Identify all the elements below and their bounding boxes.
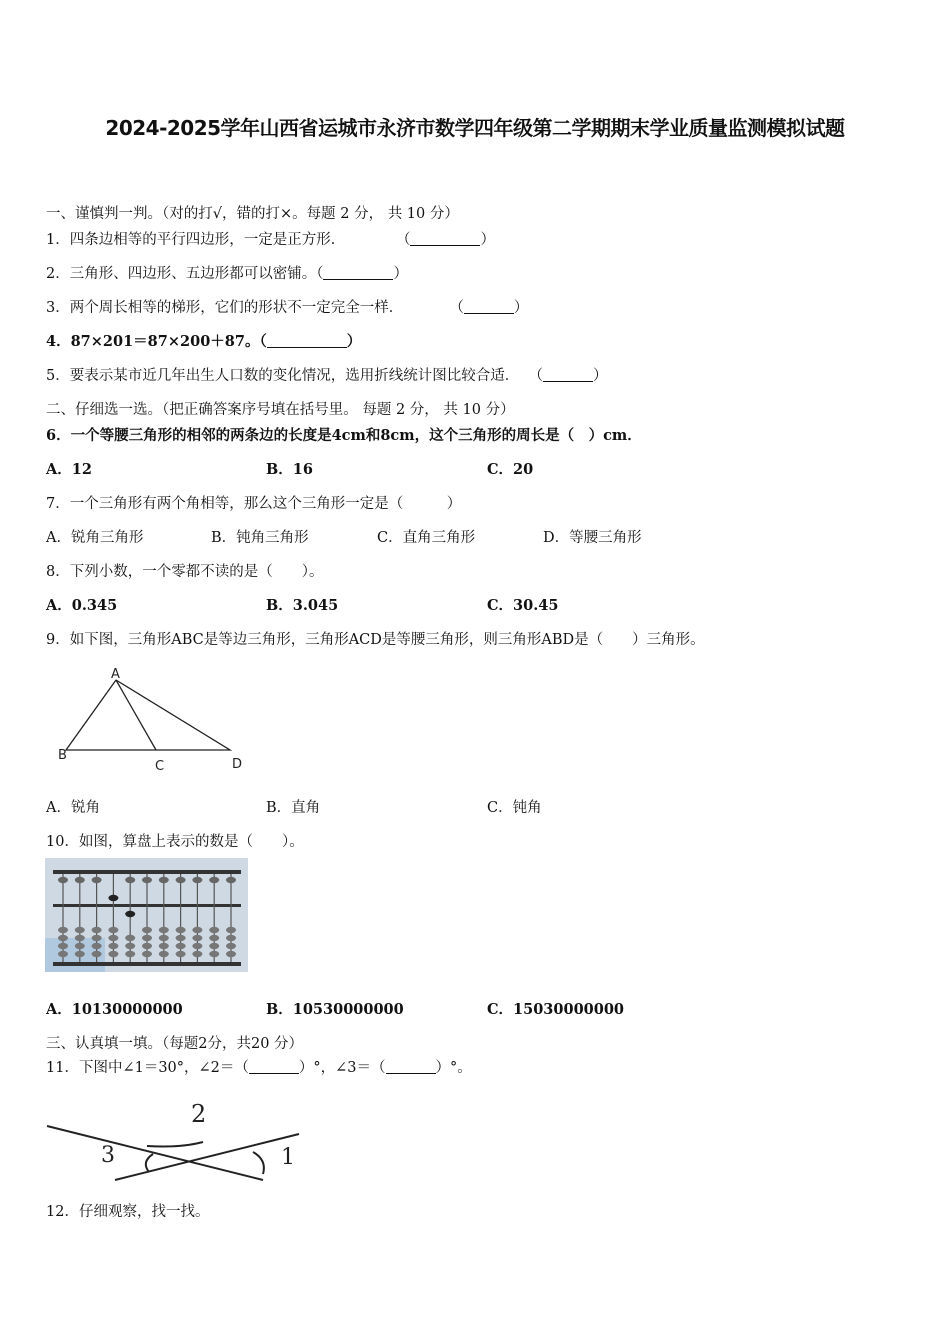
- abacus-lower-bead: [75, 935, 85, 941]
- abacus-lower-bead: [75, 943, 85, 949]
- answer-close-paren: ）: [592, 368, 608, 384]
- abacus-lower-bead: [125, 943, 135, 949]
- abacus-lower-bead: [75, 927, 85, 933]
- question-2: [46, 262, 408, 283]
- abacus-upper-bead: [125, 877, 135, 883]
- answer-blank-angle-3[interactable]: [386, 1059, 436, 1074]
- q7-option-c[interactable]: C．直角三角形: [377, 530, 476, 546]
- abacus-lower-bead: [108, 927, 118, 933]
- abacus-upper-bead: [226, 877, 236, 883]
- question-11-text-a: 11．下图中∠1＝30°，∠2＝（: [46, 1060, 249, 1076]
- abacus-lower-bead: [176, 927, 186, 933]
- question-9: 9．如下图，三角形ABC是等边三角形，三角形ACD是等腰三角形，则三角形ABD是（ ）三角形。: [46, 632, 705, 648]
- answer-close-paren: ）: [480, 232, 495, 248]
- abacus-upper-bead: [176, 877, 186, 883]
- abacus-lower-bead: [226, 935, 236, 941]
- abacus-lower-bead: [192, 951, 202, 957]
- abacus-upper-bead: [75, 877, 85, 883]
- segment-ac: [116, 680, 156, 750]
- abacus-lower-bead: [92, 943, 102, 949]
- abacus-lower-bead: [142, 951, 152, 957]
- q7-option-b[interactable]: B．钝角三角形: [211, 530, 309, 546]
- abacus-lower-bead: [192, 943, 202, 949]
- abacus-lower-bead: [209, 935, 219, 941]
- abacus-lower-bead: [92, 951, 102, 957]
- question-11-text-c: ）°。: [435, 1060, 472, 1076]
- label-c: C: [155, 759, 165, 774]
- question-8: 8．下列小数，一个零都不读的是（ ）。: [46, 564, 324, 580]
- question-7: 7．一个三角形有两个角相等，那么这个三角形一定是（ ）: [46, 496, 462, 512]
- abacus-lower-bead: [159, 935, 169, 941]
- question-4: [46, 330, 361, 351]
- abacus-lower-bead: [192, 927, 202, 933]
- q6-option-a[interactable]: A．12: [46, 461, 92, 478]
- abacus-lower-bead: [58, 943, 68, 949]
- answer-blank-4[interactable]: [267, 333, 347, 348]
- abacus-lower-bead: [226, 943, 236, 949]
- answer-blank-5[interactable]: [543, 367, 593, 382]
- answer-close-paren: ）: [513, 300, 529, 316]
- question-1: [46, 228, 495, 249]
- abacus-lower-bead: [58, 951, 68, 957]
- abacus-lower-bead: [209, 951, 219, 957]
- answer-open-paren: （: [449, 300, 464, 316]
- line-two: [115, 1134, 299, 1180]
- abacus-lower-bead: [108, 943, 118, 949]
- arc-angle-3: [146, 1154, 153, 1172]
- abacus-upper-bead: [142, 877, 152, 883]
- q6-option-c[interactable]: C．20: [487, 461, 534, 478]
- answer-open-paren: （: [316, 266, 324, 282]
- abacus-lower-bead: [125, 935, 135, 941]
- q10-option-c[interactable]: C．15030000000: [487, 1001, 625, 1018]
- abacus-lower-bead: [226, 951, 236, 957]
- abacus-lower-bead: [142, 927, 152, 933]
- arc-angle-1: [253, 1152, 264, 1174]
- question-6: 6．一个等腰三角形的相邻的两条边的长度是4cm和8cm，这个三角形的周长是（ ）cm．: [46, 427, 642, 444]
- abacus-figure: [45, 858, 248, 972]
- question-5: [46, 364, 607, 385]
- answer-blank-1[interactable]: [410, 231, 480, 246]
- q8-option-b[interactable]: B．3.045: [266, 597, 339, 614]
- abacus-upper-bead: [159, 877, 169, 883]
- answer-blank-3[interactable]: [464, 299, 514, 314]
- abacus-lower-bead: [75, 951, 85, 957]
- triangle-figure: [54, 662, 254, 774]
- q7-option-d[interactable]: D．等腰三角形: [543, 530, 642, 546]
- angles-figure: [45, 1098, 301, 1186]
- abacus-lower-bead: [159, 927, 169, 933]
- question-11-text-b: ）°，∠3＝（: [298, 1060, 386, 1076]
- question-5-text: 5．要表示某市近几年出生人口数的变化情况，选用折线统计图比较合适．: [46, 368, 520, 384]
- label-angle-3: 3: [101, 1143, 115, 1168]
- section2-heading: 二、仔细选一选。（把正确答案序号填在括号里。 每题 2 分， 共 10 分）: [46, 402, 515, 418]
- q6-option-b[interactable]: B．16: [266, 461, 313, 478]
- abacus-upper-bead: [58, 877, 68, 883]
- abacus-lower-bead: [176, 935, 186, 941]
- abacus-upper-bead: [192, 877, 202, 883]
- abacus-top-frame: [53, 870, 241, 874]
- abacus-lower-bead: [176, 951, 186, 957]
- abacus-lower-bead: [209, 927, 219, 933]
- abacus-lower-bead: [176, 943, 186, 949]
- answer-blank-angle-2[interactable]: [249, 1059, 299, 1074]
- question-3: [46, 296, 528, 317]
- q9-option-b[interactable]: B．直角: [266, 800, 321, 816]
- answer-open-paren: （: [528, 368, 543, 384]
- q8-option-a[interactable]: A．0.345: [46, 597, 118, 614]
- question-10: 10．如图，算盘上表示的数是（ ）。: [46, 834, 304, 850]
- abacus-lower-bead: [125, 911, 135, 917]
- abacus-lower-bead: [108, 935, 118, 941]
- question-12: 12．仔细观察，找一找。: [46, 1204, 210, 1220]
- abacus-upper-bead: [92, 877, 102, 883]
- label-a: A: [111, 667, 120, 682]
- abacus-bottom-frame: [53, 962, 241, 966]
- abacus-lower-bead: [209, 943, 219, 949]
- abacus-lower-bead: [125, 951, 135, 957]
- q7-option-a[interactable]: A．锐角三角形: [46, 530, 144, 546]
- abacus-lower-bead: [159, 951, 169, 957]
- label-angle-2: 2: [191, 1100, 207, 1128]
- question-1-text: 1．四条边相等的平行四边形，一定是正方形．: [46, 232, 346, 248]
- abacus-lower-bead: [108, 951, 118, 957]
- abacus-lower-bead: [159, 943, 169, 949]
- q9-option-a[interactable]: A．锐角: [46, 800, 100, 816]
- label-d: D: [232, 757, 243, 772]
- abacus-upper-bead: [108, 895, 118, 901]
- abacus-upper-bead: [209, 877, 219, 883]
- abacus-lower-bead: [226, 927, 236, 933]
- question-4-text: 4．87×201＝87×200＋87。: [46, 333, 260, 350]
- label-angle-1: 1: [281, 1145, 295, 1170]
- abacus-lower-bead: [192, 935, 202, 941]
- abacus-lower-bead: [142, 935, 152, 941]
- q10-option-b[interactable]: B．10530000000: [266, 1001, 404, 1018]
- answer-close-paren: ）: [393, 266, 408, 282]
- section3-heading: 三、认真填一填。（每题2分，共20 分）: [46, 1036, 304, 1052]
- question-3-text: 3．两个周长相等的梯形，它们的形状不一定完全一样．: [46, 300, 404, 316]
- q10-option-a[interactable]: A．10130000000: [46, 1001, 183, 1018]
- q8-option-c[interactable]: C．30.45: [487, 597, 559, 614]
- abacus-lower-bead: [58, 927, 68, 933]
- page-title: 2024-2025学年山西省运城市永济市数学四年级第二学期期末学业质量监测模拟试题: [105, 116, 845, 140]
- answer-blank-2[interactable]: [323, 265, 393, 280]
- answer-open-paren: （: [259, 333, 267, 350]
- answer-open-paren: （: [395, 232, 411, 248]
- answer-close-paren: ）: [346, 333, 362, 350]
- arc-angle-2: [147, 1142, 203, 1147]
- triangle-outline: [66, 680, 230, 750]
- q9-option-c[interactable]: C．钝角: [487, 800, 542, 816]
- section1-heading: 一、谨慎判一判。（对的打√，错的打×。每题 2 分， 共 10 分）: [46, 206, 459, 222]
- abacus-lower-bead: [58, 935, 68, 941]
- abacus-lower-bead: [92, 935, 102, 941]
- question-2-text: 2．三角形、四边形、五边形都可以密铺。: [46, 266, 317, 282]
- label-b: B: [58, 748, 67, 763]
- abacus-lower-bead: [92, 927, 102, 933]
- question-11: [46, 1056, 472, 1077]
- abacus-lower-bead: [142, 943, 152, 949]
- line-one: [47, 1126, 263, 1180]
